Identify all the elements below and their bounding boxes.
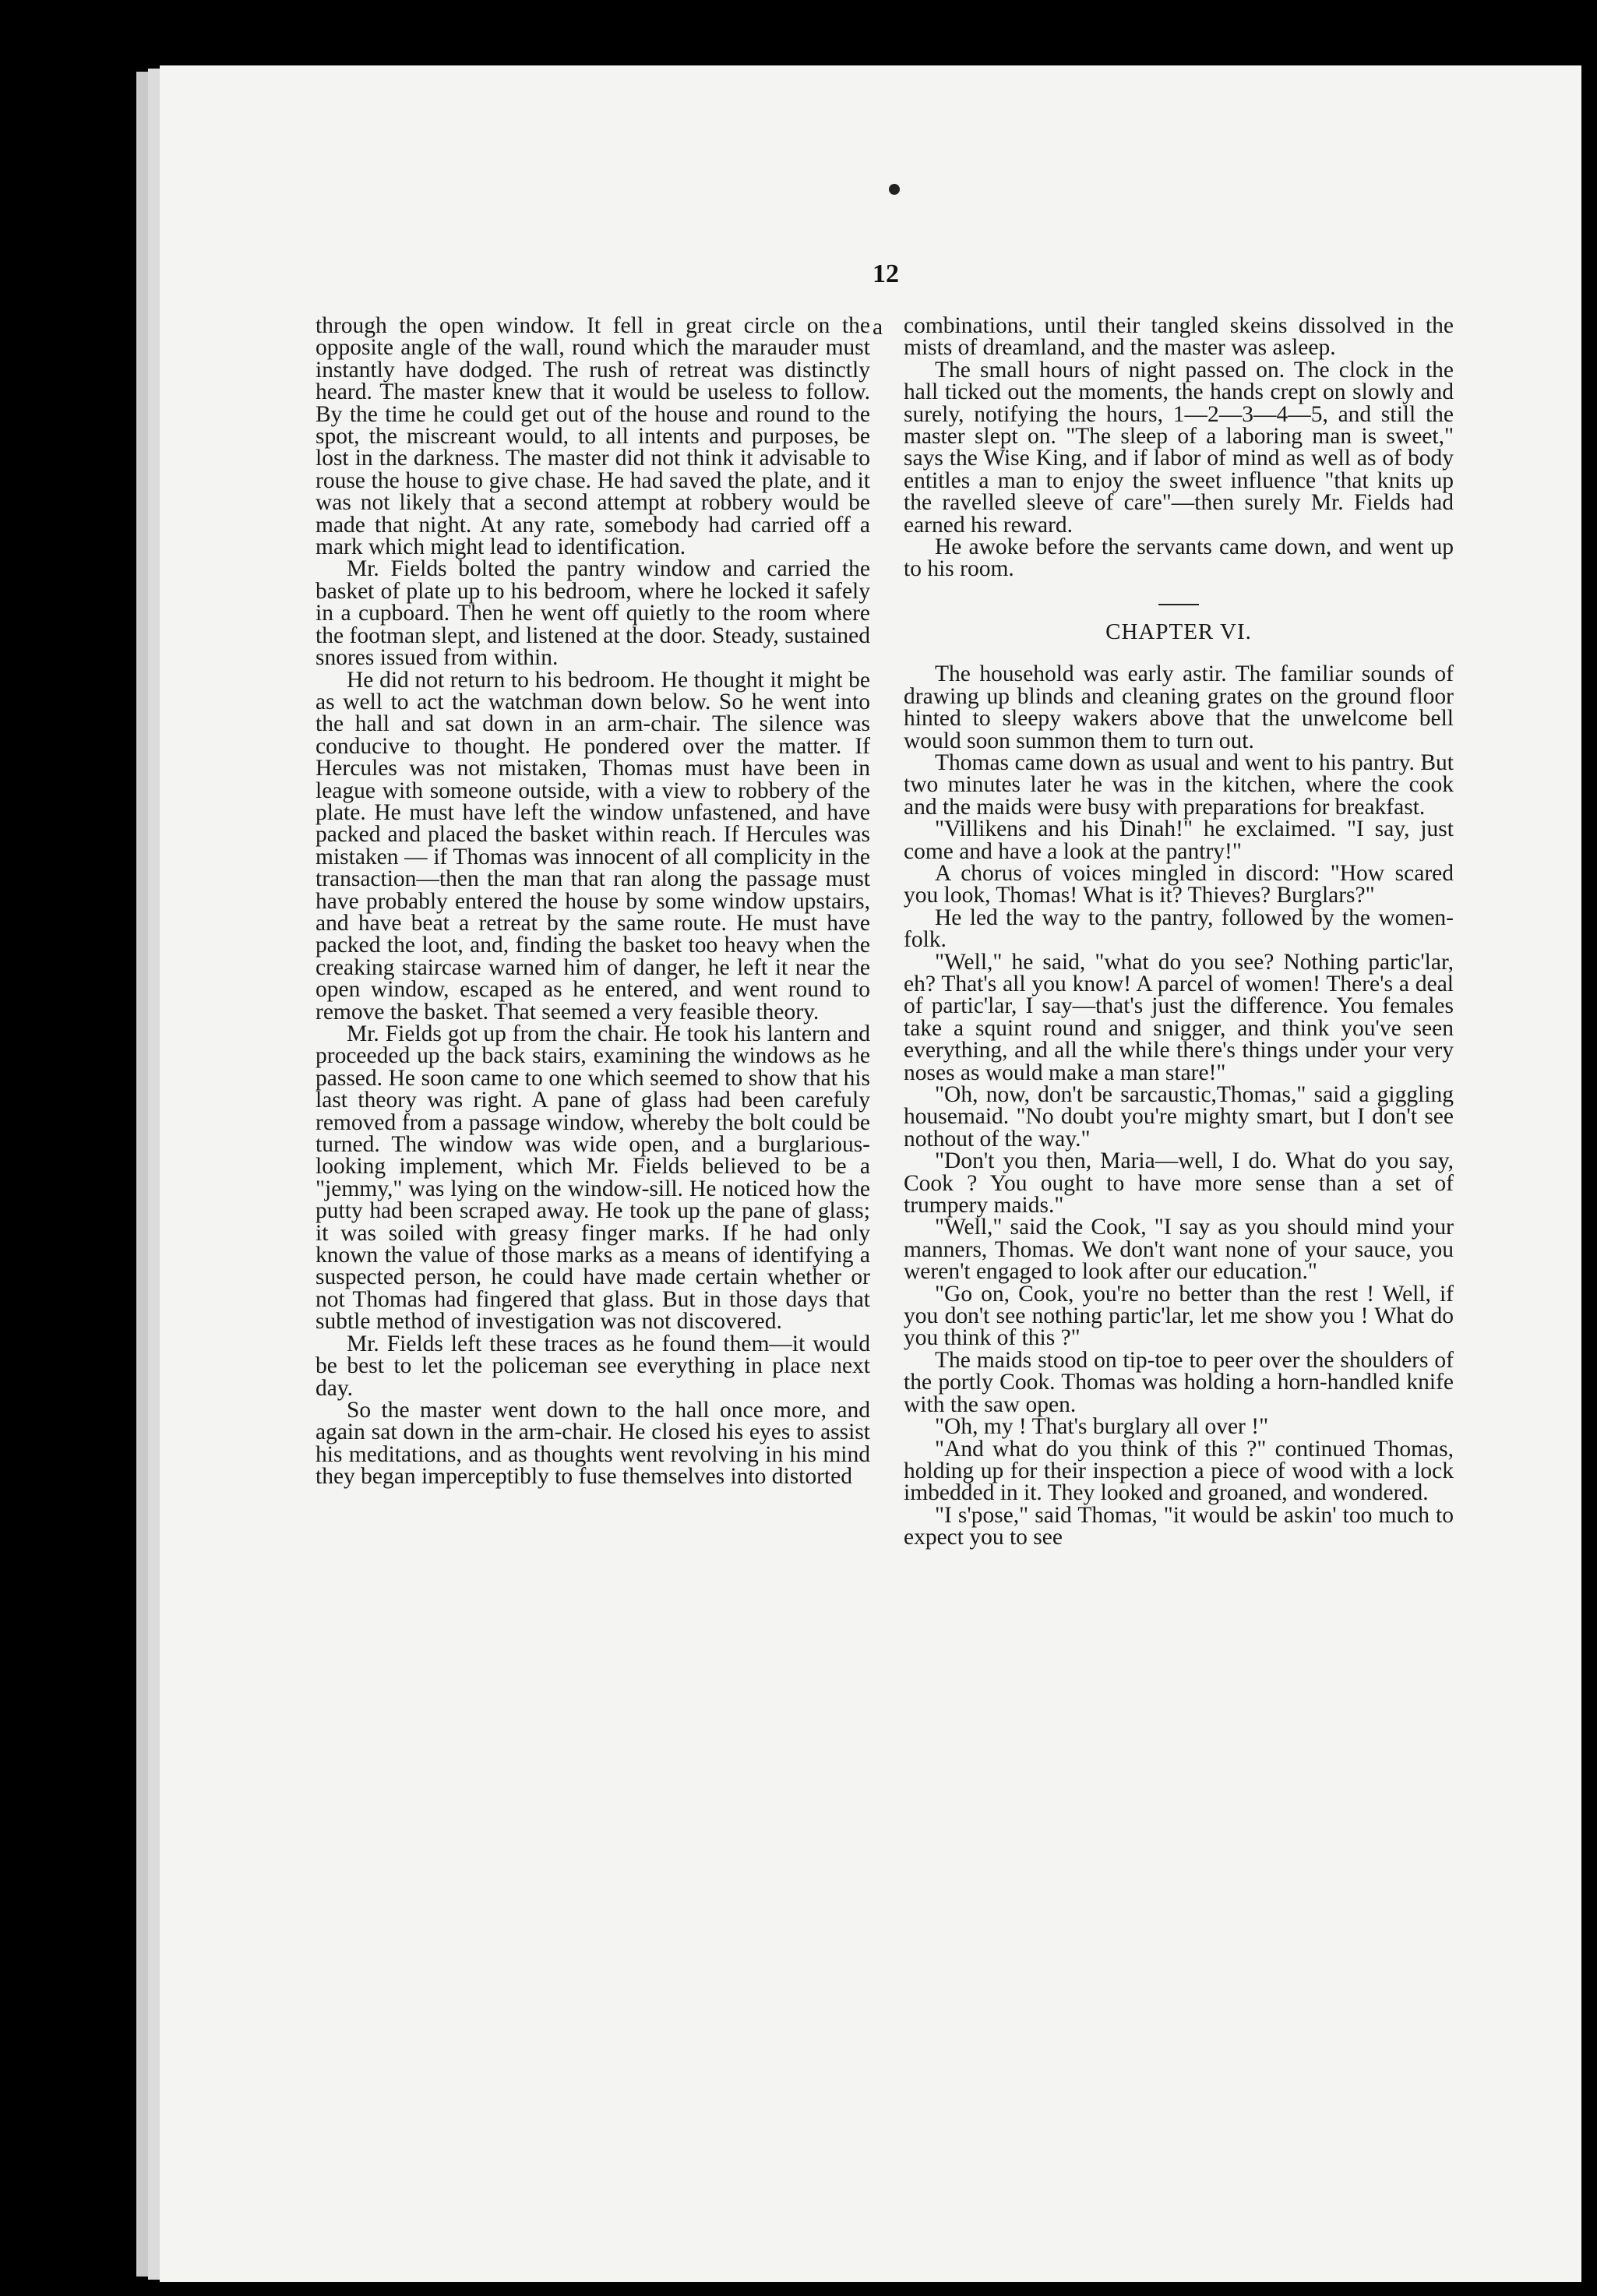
paragraph: The household was early astir. The familiar sounds of drawing up blinds and cleaning grates on the ground floor hinted to sleepy wakers above that the unwelcome bell would soon summon them to turn out. xyxy=(904,661,1454,753)
paragraph: "Oh, my ! That's burglary all over !" xyxy=(935,1414,1269,1440)
paragraph: "I s'pose," said Thomas, "it would be askin' too much to expect you to see xyxy=(904,1502,1454,1550)
chapter-divider xyxy=(1158,604,1199,605)
paragraph: combinations, until their tangled skeins dissolved in the mists of dreamland, and the master was asleep. xyxy=(904,313,1454,361)
page-number: 12 xyxy=(873,259,899,288)
paragraph: He awoke before the servants came down, and went up to his room. xyxy=(904,534,1454,582)
paragraph: "Go on, Cook, you're no better than the rest ! Well, if you don't see nothing partic'lar, let me show you ! What do you think of this ?" xyxy=(904,1281,1454,1351)
chapter-title: CHAPTER VI. xyxy=(1105,619,1252,644)
paragraph: He led the way to the pantry, followed by the women-folk. xyxy=(904,905,1454,953)
paragraph: "And what do you think of this ?" continued Thomas, holding up for their inspection a piece of wood with a lock imbedded in it. They looked and groaned, and wondered. xyxy=(904,1436,1454,1506)
paragraph: A chorus of voices mingled in discord: "How scared you look, Thomas! What is it? Thieves? Burglars?" xyxy=(904,860,1454,908)
paragraph: Mr. Fields got up from the chair. He took his lantern and proceeded up the back stairs, examining the windows as he passed. He soon came to one which seemed to show that his last theory was right. A pane of glass had been carefuly removed from a passage window, whereby the bolt could be turned. The window was wide open, and a burglarious-looking implement, which Mr. Fields believed to be a "jemmy," was lying on the window-sill. He noticed how the putty had been scraped away. He took up the pane of glass; it was soiled with greasy finger marks. If he had only known the value of those marks as a means of identifying a suspected person, he could have made certain whether or not Thomas had fingered that glass. But in those days that subtle method of investigation was not discovered. xyxy=(316,1021,870,1335)
paragraph: "Well," he said, "what do you see? Nothing partic'lar, eh? That's all you know! A parcel of women! There's a deal of partic'lar, I say—that's just the difference. You females take a squint round and snigger, and think you've seen everything, and all the while there's things under your very noses as would make a man stare!" xyxy=(904,949,1454,1085)
paragraph: So the master went down to the hall once more, and again sat down in the arm-chair. He closed his eyes to assist his meditations, and as thoughts went revolving in his mind they began imperceptibly to fuse themselves into distorted xyxy=(316,1397,870,1490)
left-column xyxy=(316,315,870,1488)
paragraph: through the open window. It fell in great circle on the opposite angle of the wall, round which the marauder must instantly have dodged. The rush of retreat was distinctly heard. The master knew that it would be useless to follow. By the time he could get out of the house and round to the spot, the miscreant would, to all intents and purposes, be lost in the darkness. The master did not think it advisable to rouse the house to give chase. He had saved the plate, and it was not likely that a second attempt at robbery would be made that night. At any rate, somebody had carried off a mark which might lead to identification. xyxy=(316,313,870,560)
paragraph: The small hours of night passed on. The clock in the hall ticked out the moments, the hands crept on slowly and surely, notifying the hours, 1—2—3—4—5, and still the master slept on. "The sleep of a laboring man is sweet," says the Wise King, and if labor of mind as well as of body entitles a man to enjoy the sweet influence "that knits up the ravelled sleeve of care"—then surely Mr. Fields had earned his reward. xyxy=(904,357,1454,538)
paragraph: "Villikens and his Dinah!" he exclaimed. "I say, just come and have a look at the pantry!" xyxy=(904,816,1454,864)
binding-hole xyxy=(889,184,900,195)
paragraph: "Oh, now, don't be sarcaustic,Thomas," said a giggling housemaid. "No doubt you're mighty smart, but I don't see nothout of the way." xyxy=(904,1082,1454,1152)
right-column xyxy=(904,315,1454,1549)
paragraph: The maids stood on tip-toe to peer over the shoulders of the portly Cook. Thomas was holding a horn-handled knife with the saw open. xyxy=(904,1347,1454,1417)
column-gutter-letter: a xyxy=(873,315,883,340)
paragraph: "Well," said the Cook, "I say as you should mind your manners, Thomas. We don't want none of your sauce, you weren't engaged to look after our education." xyxy=(904,1215,1454,1285)
paragraph: He did not return to his bedroom. He thought it might be as well to act the watchman down below. So he went into the hall and sat down in an arm-chair. The silence was conducive to thought. He pondered over the matter. If Hercules was not mistaken, Thomas must have been in league with someone outside, with a view to robbery of the plate. He must have left the window unfastened, and have packed and placed the basket within reach. If Hercules was mistaken — if Thomas was innocent of all complicity in the transaction—then the man that ran along the passage must have probably entered the house by some window upstairs, and have beat a retreat by the same route. He must have packed the loot, and, finding the basket too heavy when the creaking staircase warned him of danger, he left it near the open window, escaped as he entered, and went round to remove the basket. That seemed a very feasible theory. xyxy=(316,667,870,1025)
paragraph: Thomas came down as usual and went to his pantry. But two minutes later he was in the kitchen, where the cook and the maids were busy with preparations for breakfast. xyxy=(904,749,1454,820)
paragraph: Mr. Fields left these traces as he found them—it would be best to let the policeman see everything in place next day. xyxy=(316,1331,870,1401)
paragraph: "Don't you then, Maria—well, I do. What do you say, Cook ? You ought to have more sense than a set of trumpery maids." xyxy=(904,1148,1454,1219)
paragraph: Mr. Fields bolted the pantry window and carried the basket of plate up to his bedroom, where he locked it safely in a cupboard. Then he went off quietly to the room where the footman slept, and listened at the door. Steady, sustained snores issued from within. xyxy=(316,556,870,671)
